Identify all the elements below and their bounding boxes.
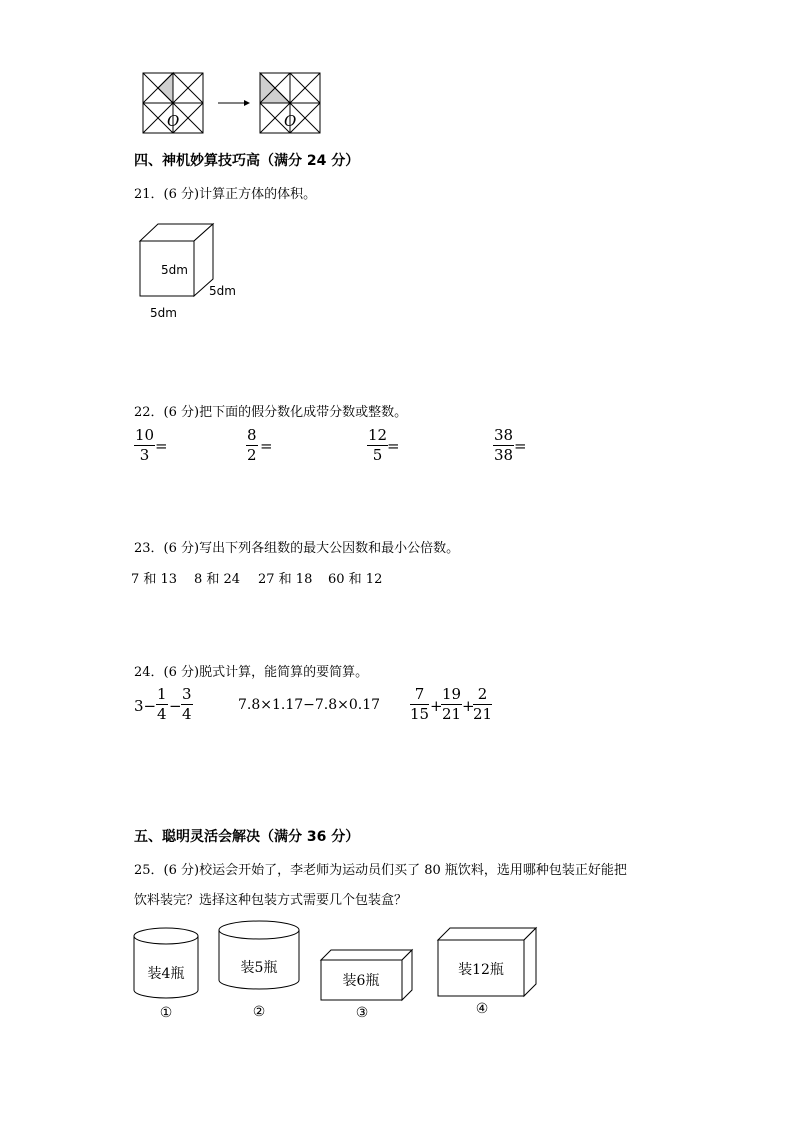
package-1-cylinder [134,928,198,1021]
question-24-text: 24．(6 分)脱式计算，能简算的要简算。 [134,665,369,680]
number-pair-4: 60 和 12 [328,572,383,587]
package-4-number: ④ [475,1001,489,1017]
fraction-10-3: $\frac{10}{3}$ [135,426,155,464]
package-1-number: ① [159,1005,173,1021]
question-23-text: 23．(6 分)写出下列各组数的最大公因数和最小公倍数。 [134,541,460,556]
expr1-minus: − [169,697,182,715]
center-label-after: O [284,112,297,130]
fraction-12-5: $\frac{12}{5}$ [368,426,388,464]
package-3-number: ③ [355,1005,369,1021]
package-3-box [321,950,412,1021]
equals-sign-1: = [155,437,168,455]
package-1-label: 装4瓶 [147,966,185,982]
fraction-38-38: $\frac{38}{38}$ [494,426,514,464]
number-pair-3: 27 和 18 [258,572,313,587]
question-25-line-2: 饮料装完？选择这种包装方式需要几个包装盒？ [134,893,408,908]
expr3-plus-1: + [430,697,443,715]
equals-sign-2: = [260,437,273,455]
package-2-label: 装5瓶 [240,960,278,976]
expr3-plus-2: + [462,697,475,715]
cube-label-side: 5dm [209,284,236,298]
pinwheel-before [143,73,203,133]
question-21-text: 21．(6 分)计算正方体的体积。 [134,187,317,202]
package-4-label: 装12瓶 [458,962,504,978]
expr3-fraction-2-21: $\frac{2}{21}$ [473,685,493,723]
expr1-lead: 3− [134,697,157,715]
pinwheel-figure [140,70,330,136]
center-label-before: O [167,112,180,130]
expr1-fraction-1-4: $\frac{1}{4}$ [157,685,167,723]
package-3-label: 装6瓶 [342,973,380,989]
section-4-title: 四、神机妙算技巧高（满分 24 分） [134,153,360,169]
section-5-title: 五、聪明灵活会解决（满分 36 分） [134,829,360,845]
expr2: 7.8×1.17−7.8×0.17 [238,697,381,713]
package-4-box [438,928,536,1017]
expr1-fraction-3-4: $\frac{3}{4}$ [182,685,192,723]
pinwheel-after [260,73,320,133]
cube-label-front: 5dm [161,263,188,277]
number-pair-2: 8 和 24 [194,572,241,587]
number-pair-1: 7 和 13 [131,572,178,587]
equals-sign-4: = [514,437,527,455]
question-25-line-1: 25．(6 分)校运会开始了，李老师为运动员们买了 80 瓶饮料，选用哪种包装正好能把 [134,863,627,878]
packaging-figure [128,916,548,1026]
package-2-cylinder [219,921,299,1020]
package-2-number: ② [252,1004,266,1020]
cube-label-bottom: 5dm [150,306,177,320]
transform-arrow [218,100,250,106]
equals-sign-3: = [387,437,400,455]
expr3-fraction-19-21: $\frac{19}{21}$ [442,685,462,723]
question-22-text: 22．(6 分)把下面的假分数化成带分数或整数。 [134,405,408,420]
expr3-fraction-7-15: $\frac{7}{15}$ [410,685,430,723]
fraction-8-2: $\frac{8}{2}$ [247,426,257,464]
